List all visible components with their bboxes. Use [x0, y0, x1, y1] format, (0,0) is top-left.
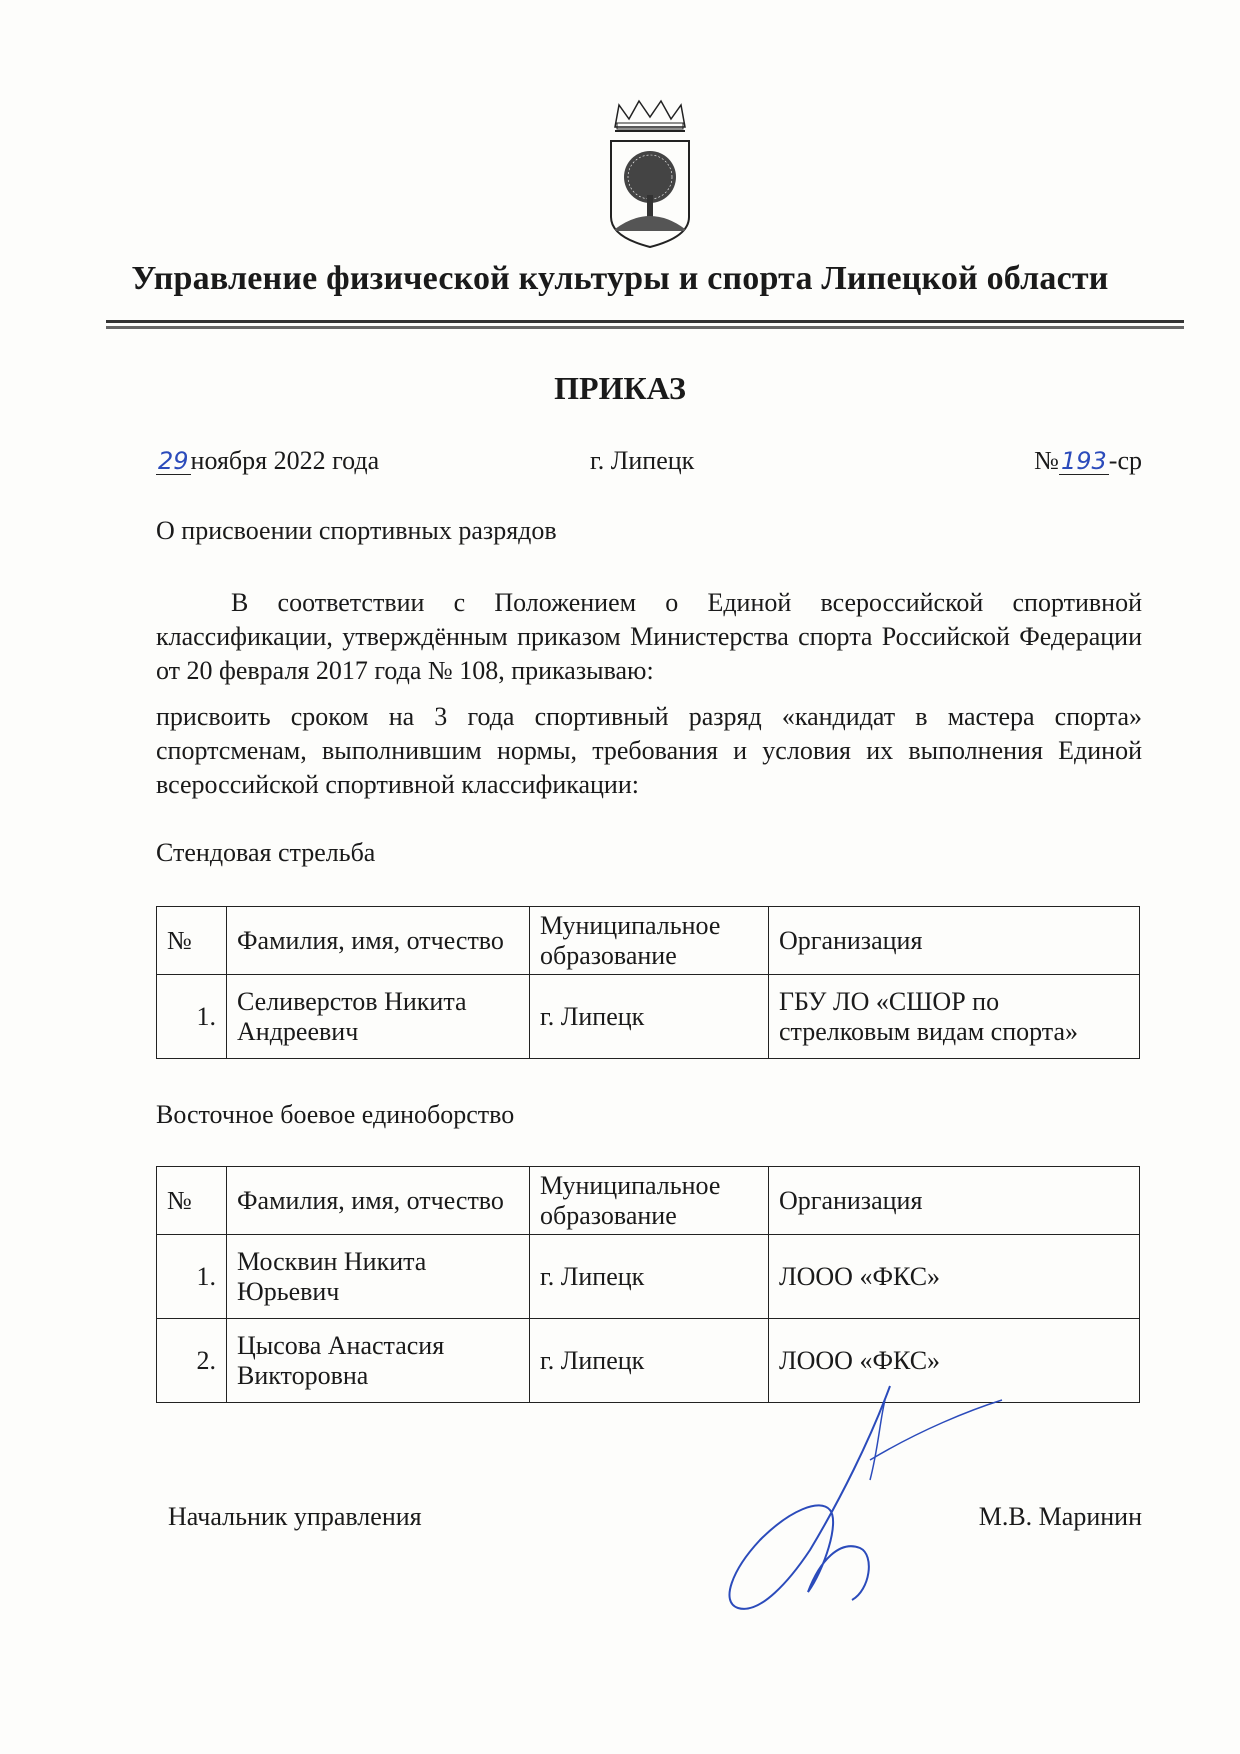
preamble-paragraph: В соответствии с Положением о Единой всероссийской спортивной классификации, утверждённым приказом Министерства спорта Российской Федерации от 20 февраля 2017 года № 108, приказываю:	[156, 588, 1142, 685]
cell-municipality: г. Липецк	[530, 1319, 769, 1403]
cell-fullname: Цысова Анастасия Викторовна	[227, 1319, 530, 1403]
document-city: г. Липецк	[590, 446, 695, 475]
coat-of-arms-icon	[605, 97, 695, 249]
header-divider-secondary	[106, 326, 1184, 329]
document-date	[156, 446, 379, 476]
organization-title: Управление физической культуры и спорта Липецкой области	[131, 260, 1109, 297]
cell-municipality: г. Липецк	[530, 1235, 769, 1319]
cell-organization: ГБУ ЛО «СШОР по стрелковым видам спорта»	[769, 975, 1140, 1059]
header-fullname: Фамилия, имя, отчество	[227, 1167, 530, 1235]
cell-municipality: г. Липецк	[530, 975, 769, 1059]
cell-number: 1.	[157, 975, 227, 1059]
document-subject: О присвоении спортивных разрядов	[156, 516, 557, 545]
number-value-handwritten: 193	[1060, 447, 1107, 475]
order-paragraph: присвоить сроком на 3 года спортивный разряд «кандидат в мастера спорта» спортсменам, выполнившим нормы, требования и условия их выполнения Единой всероссийской спортивной классификации:	[156, 702, 1142, 799]
sport-heading: Восточное боевое единоборство	[156, 1100, 515, 1129]
signatory-position: Начальник управления	[168, 1502, 422, 1531]
cell-number: 1.	[157, 1235, 227, 1319]
date-day-handwritten: 29	[158, 447, 189, 475]
document-number	[1034, 446, 1142, 476]
table-row	[157, 1235, 1140, 1319]
number-suffix: -ср	[1108, 446, 1142, 475]
header-fullname: Фамилия, имя, отчество	[227, 907, 530, 975]
table-header-row	[157, 907, 1140, 975]
document-type: ПРИКАЗ	[554, 370, 686, 406]
header-number: №	[157, 907, 227, 975]
header-organization: Организация	[769, 907, 1140, 975]
signatory-name: М.В. Маринин	[978, 1502, 1142, 1531]
header-divider	[106, 320, 1184, 323]
date-rest: ноября 2022 года	[190, 446, 380, 475]
cell-fullname: Селиверстов Никита Андреевич	[227, 975, 530, 1059]
sport-heading: Стендовая стрельба	[156, 838, 376, 867]
athletes-table	[156, 1166, 1140, 1403]
signature-icon	[720, 1380, 1010, 1620]
header-municipality: Муниципальное образование	[530, 1167, 769, 1235]
header-number: №	[157, 1167, 227, 1235]
cell-fullname: Москвин Никита Юрьевич	[227, 1235, 530, 1319]
header-municipality: Муниципальное образование	[530, 907, 769, 975]
header-organization: Организация	[769, 1167, 1140, 1235]
table-header-row	[157, 1167, 1140, 1235]
cell-organization: ЛООО «ФКС»	[769, 1319, 1140, 1403]
table-row	[157, 975, 1140, 1059]
cell-number: 2.	[157, 1319, 227, 1403]
athletes-table	[156, 906, 1140, 1059]
cell-organization: ЛООО «ФКС»	[769, 1235, 1140, 1319]
number-prefix: №	[1034, 446, 1059, 475]
